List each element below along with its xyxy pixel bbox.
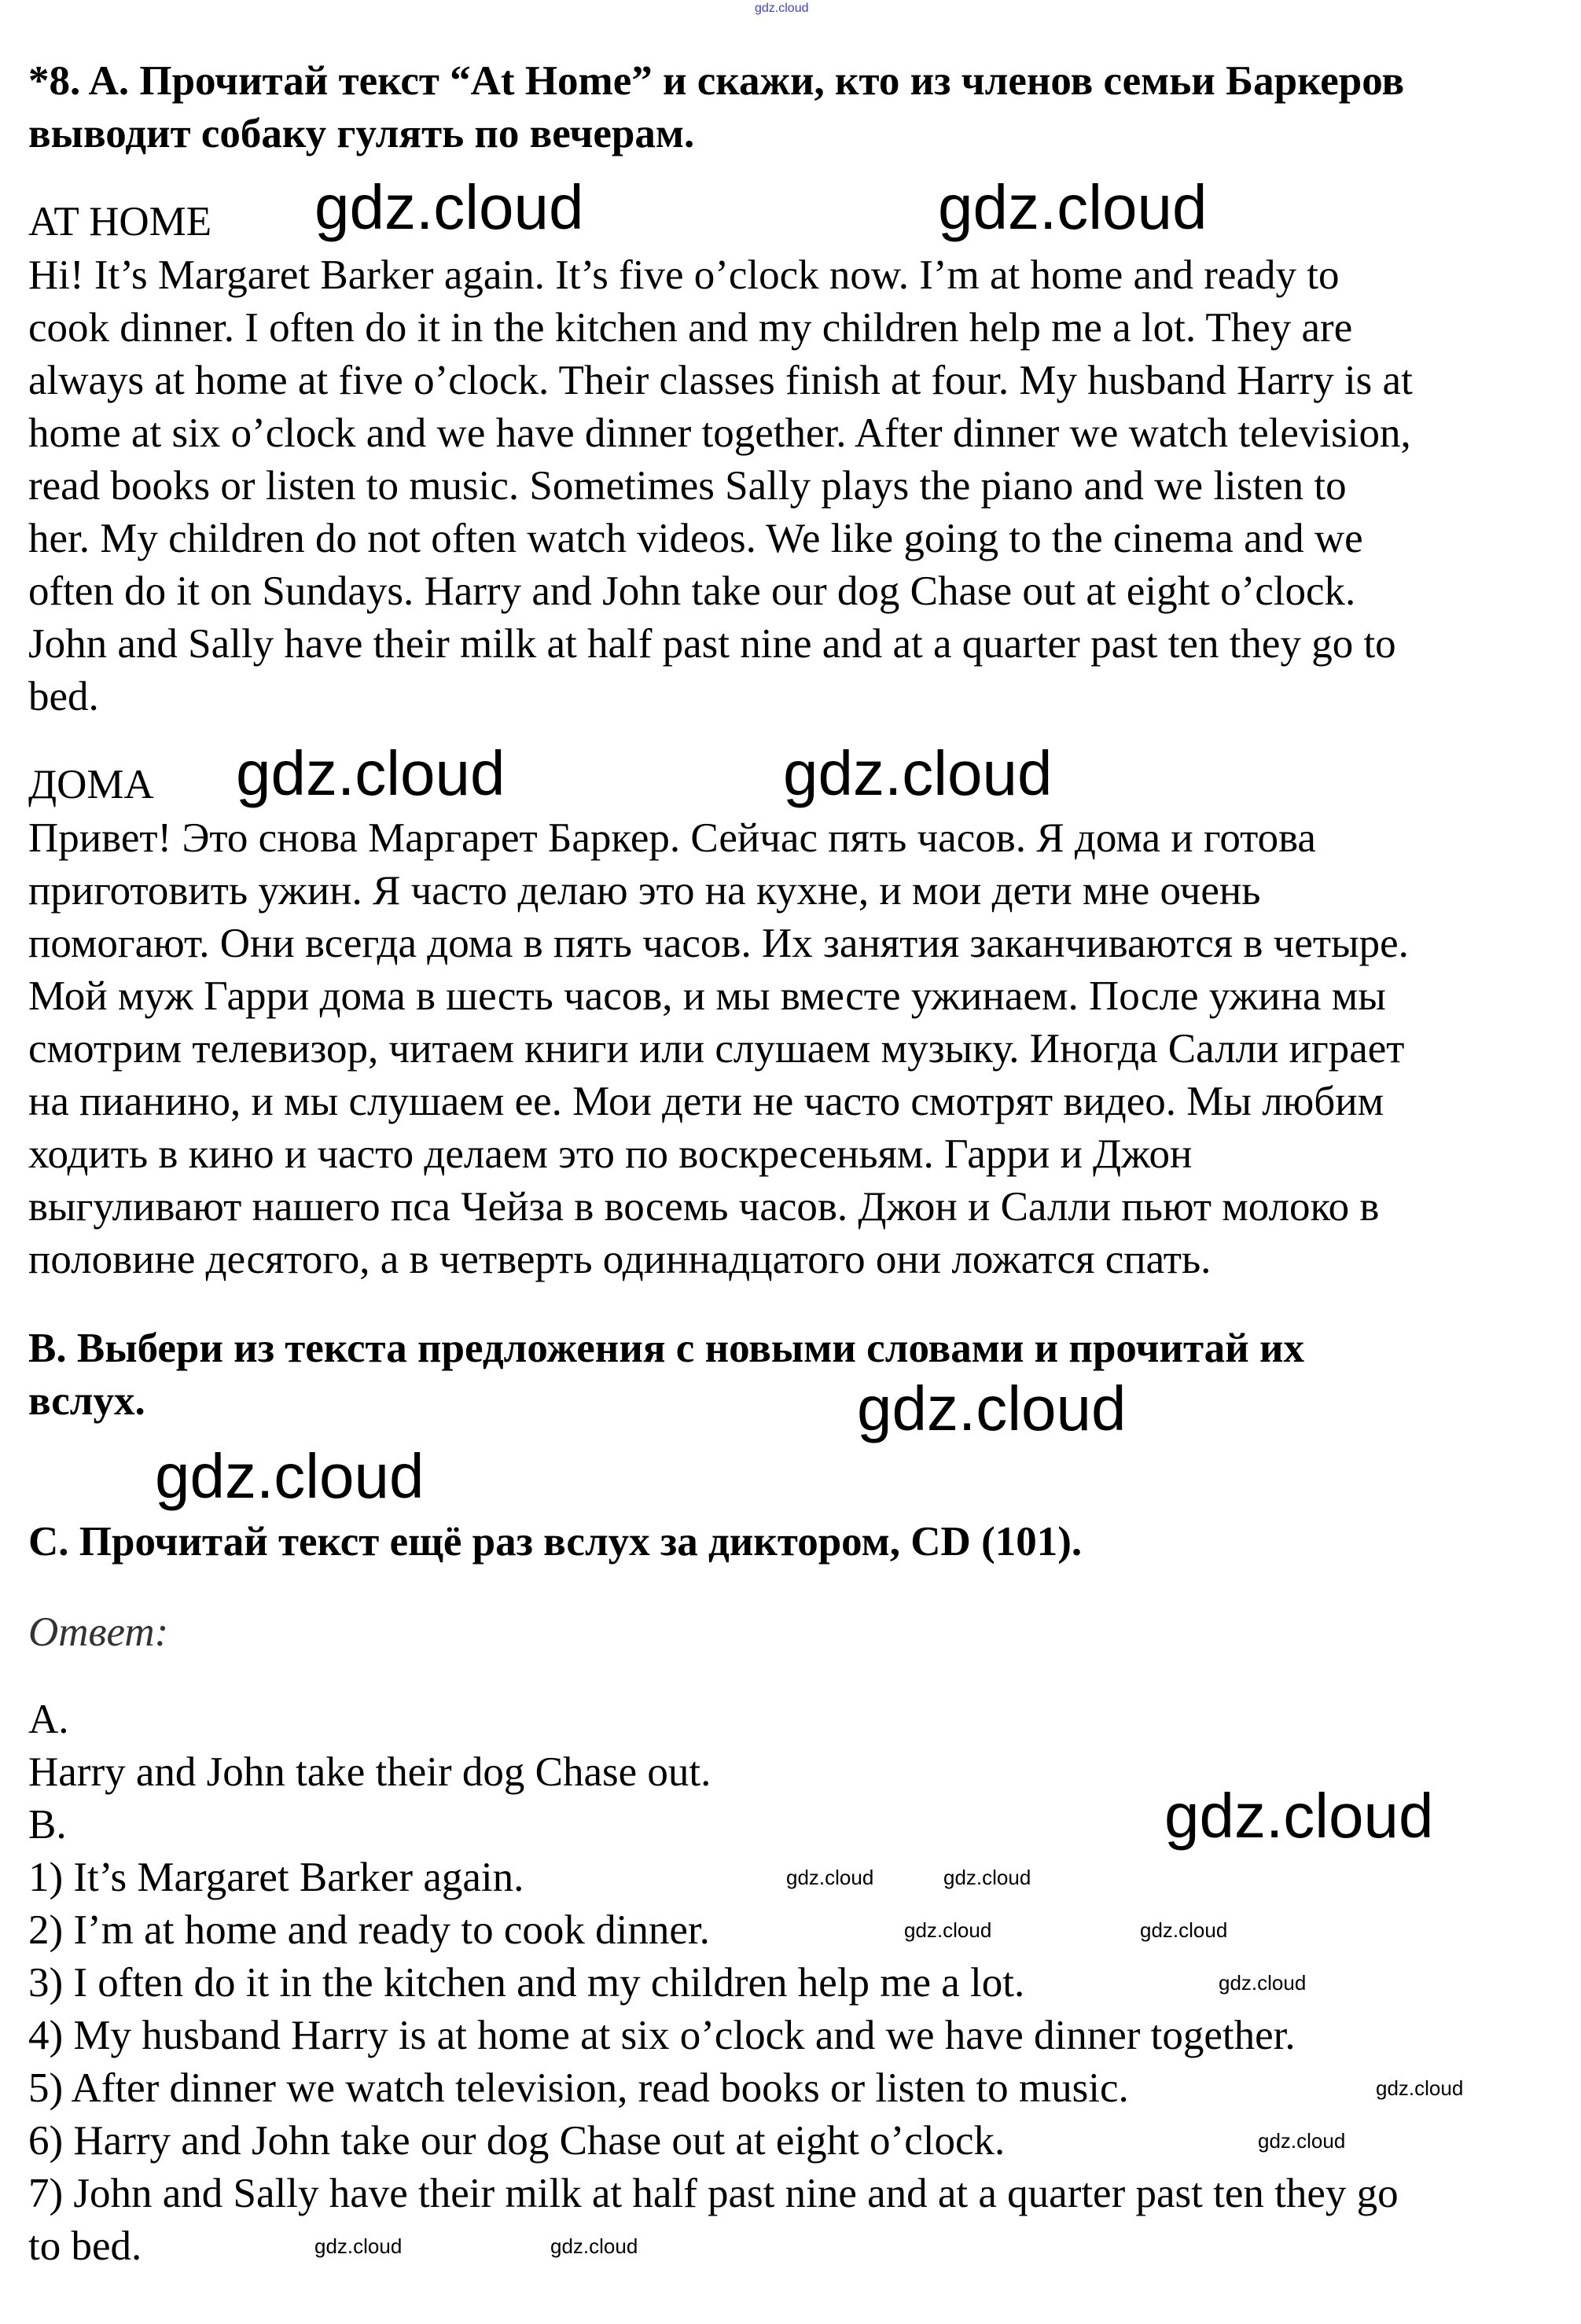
- heading-line: B. Выбери из текста предложения с новыми словами и прочитай их: [28, 1326, 1304, 1371]
- watermark: gdz.cloud: [550, 2234, 638, 2258]
- text-line: bed.: [28, 674, 99, 719]
- watermark: gdz.cloud: [904, 1918, 992, 1942]
- watermark: gdz.cloud: [938, 172, 1208, 242]
- top-watermark: gdz.cloud: [755, 2, 809, 15]
- watermark: gdz.cloud: [943, 1866, 1031, 1889]
- heading-line: вслух.: [28, 1378, 145, 1424]
- text-line: read books or listen to music. Sometimes Sally plays the piano and we listen to: [28, 463, 1347, 509]
- answer-b-label: B.: [28, 1802, 67, 1848]
- text-line: always at home at five o’clock. Their classes finish at four. My husband Harry is at: [28, 358, 1413, 403]
- watermark: gdz.cloud: [857, 1373, 1127, 1443]
- answer-a-label: A.: [28, 1697, 69, 1742]
- russian-title: [28, 759, 154, 811]
- heading-line: выводит собаку гулять по вечерам.: [28, 111, 695, 156]
- task-heading: [28, 55, 1569, 160]
- watermark: gdz.cloud: [236, 738, 506, 808]
- answer-b-item: 4) My husband Harry is at home at six o’clock and we have dinner together.: [28, 2013, 1296, 2058]
- answer-b-item: 7) John and Sally have their milk at half past nine and at a quarter past ten they go: [28, 2171, 1399, 2216]
- watermark: gdz.cloud: [1258, 2129, 1346, 2153]
- text-line: половине десятого, а в четверть одиннадцатого они ложатся спать.: [28, 1237, 1211, 1282]
- text-line: выгуливают нашего пса Чейза в восемь часов. Джон и Салли пьют молоко в: [28, 1184, 1380, 1230]
- answer-b-item: 6) Harry and John take our dog Chase out at eight o’clock.: [28, 2118, 1006, 2164]
- text-line: ходить в кино и часто делаем это по воскресеньям. Гарри и Джон: [28, 1131, 1193, 1177]
- text-line: помогают. Они всегда дома в пять часов. Их занятия заканчиваются в четыре.: [28, 921, 1409, 966]
- part-c-text: C. Прочитай текст ещё раз вслух за диктором, CD (101).: [28, 1519, 1083, 1565]
- english-text: [28, 249, 1569, 723]
- russian-text: [28, 812, 1569, 1286]
- watermark: gdz.cloud: [155, 1441, 425, 1511]
- answer-label: [28, 1606, 1569, 1659]
- text-line: cook dinner. I often do it in the kitchen and my children help me a lot. They are: [28, 305, 1353, 351]
- text-line: приготовить ужин. Я часто делаю это на кухне, и мои дети мне очень: [28, 868, 1261, 914]
- part-b-heading: [28, 1322, 1569, 1428]
- answer-b-item: 3) I often do it in the kitchen and my children help me a lot.: [28, 1960, 1025, 2006]
- english-title: [28, 196, 211, 248]
- answer-b-item: 2) I’m at home and ready to cook dinner.: [28, 1907, 710, 1953]
- heading-line: *8. A. Прочитай текст “At Home” и скажи, кто из членов семьи Баркеров: [28, 58, 1405, 104]
- text-line: Привет! Это снова Маргарет Баркер. Сейчас пять часов. Я дома и готова: [28, 815, 1316, 861]
- text-line: Hi! It’s Margaret Barker again. It’s five o’clock now. I’m at home and ready to: [28, 252, 1340, 298]
- answer-label-text: Ответ:: [28, 1609, 169, 1655]
- text-line: на пианино, и мы слушаем ее. Мои дети не часто смотрят видео. Мы любим: [28, 1079, 1384, 1124]
- text-line: John and Sally have their milk at half past nine and at a quarter past ten they go to: [28, 621, 1396, 667]
- watermark: gdz.cloud: [1140, 1918, 1228, 1942]
- text-line: often do it on Sundays. Harry and John take our dog Chase out at eight o’clock.: [28, 568, 1356, 614]
- watermark: gdz.cloud: [786, 1866, 874, 1889]
- answer-a-text: Harry and John take their dog Chase out.: [28, 1749, 711, 1795]
- part-c-heading: [28, 1516, 1569, 1568]
- watermark: gdz.cloud: [314, 2234, 403, 2258]
- watermark: gdz.cloud: [1219, 1971, 1307, 1995]
- answer-b-item: to bed.: [28, 2223, 142, 2269]
- english-title-text: AT HOME: [28, 199, 212, 245]
- answer-b-item: 1) It’s Margaret Barker again.: [28, 1855, 524, 1900]
- watermark: gdz.cloud: [783, 738, 1053, 808]
- watermark: gdz.cloud: [314, 172, 584, 242]
- watermark: gdz.cloud: [1376, 2076, 1464, 2100]
- text-line: her. My children do not often watch videos. We like going to the cinema and we: [28, 516, 1363, 561]
- russian-title-text: ДОМА: [28, 762, 154, 807]
- text-line: смотрим телевизор, читаем книги или слушаем музыку. Иногда Салли играет: [28, 1026, 1405, 1072]
- watermark: gdz.cloud: [1164, 1781, 1434, 1851]
- text-line: Мой муж Гарри дома в шесть часов, и мы вместе ужинаем. После ужина мы: [28, 973, 1386, 1019]
- text-line: home at six o’clock and we have dinner together. After dinner we watch television,: [28, 410, 1411, 456]
- answer-b-item: 5) After dinner we watch television, read books or listen to music.: [28, 2065, 1129, 2111]
